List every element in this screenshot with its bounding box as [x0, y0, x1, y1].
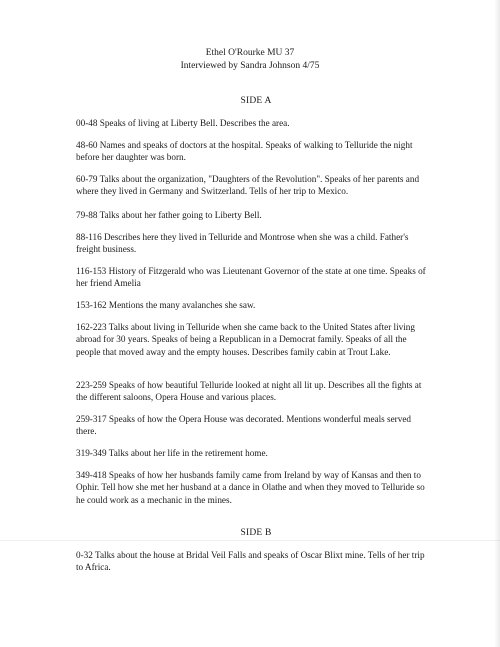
scan-divider-line	[0, 540, 500, 541]
log-entry: 349-418 Speaks of how her husbands family came from Ireland by way of Kansas and then to Ophir. Tell how she met her husband at a dance in Olathe and when they moved to Telluride so he could work as a mechanic in the mines.	[76, 470, 425, 505]
log-entry: 259-317 Speaks of how the Opera House was decorated. Mentions wonderful meals served there.	[76, 414, 411, 437]
interviewer-line: Interviewed by Sandra Johnson 4/75	[180, 61, 320, 71]
scan-edge-shadow	[494, 0, 500, 647]
document-header	[0, 47, 500, 73]
log-entry: 79-88 Talks about her father going to Liberty Bell.	[76, 210, 262, 220]
log-entry: 00-48 Speaks of living at Liberty Bell. Describes the area.	[76, 118, 290, 128]
log-entry: 116-153 History of Fitzgerald who was Lieutenant Governor of the state at one time. Speaks of her friend Amelia	[76, 266, 426, 289]
side-b-heading: SIDE B	[240, 528, 272, 538]
log-entry: 223-259 Speaks of how beautiful Telluride looked at night all lit up. Describes all the fights at the different saloons, Opera House and various places.	[76, 380, 422, 403]
side-a-heading: SIDE A	[240, 96, 272, 106]
log-entry: 48-60 Names and speaks of doctors at the hospital. Speaks of walking to Telluride the night before her daughter was born.	[76, 140, 413, 163]
log-entry: 319-349 Talks about her life in the retirement home.	[76, 448, 268, 458]
log-entry: 0-32 Talks about the house at Bridal Veil Falls and speaks of Oscar Blixt mine. Tells of her trip to Africa.	[76, 550, 425, 573]
log-entry: 153-162 Mentions the many avalanches she saw.	[76, 300, 256, 310]
log-entry: 60-79 Talks about the organization, "Daughters of the Revolution". Speaks of her parents and where they lived in Germany and Switzerland. Tells of her trip to Mexico.	[76, 174, 420, 197]
log-entry: 162-223 Talks about living in Telluride when she came back to the United States after living abroad for 30 years. Speaks of being a Republican in a Democrat family. Speaks of all the people that moved away and the empty houses. Describes family cabin at Trout Lake.	[76, 322, 415, 357]
interviewee-line: Ethel O'Rourke MU 37	[205, 48, 295, 58]
log-entry: 88-116 Describes here they lived in Telluride and Montrose when she was a child. Father's freight business.	[76, 232, 409, 255]
